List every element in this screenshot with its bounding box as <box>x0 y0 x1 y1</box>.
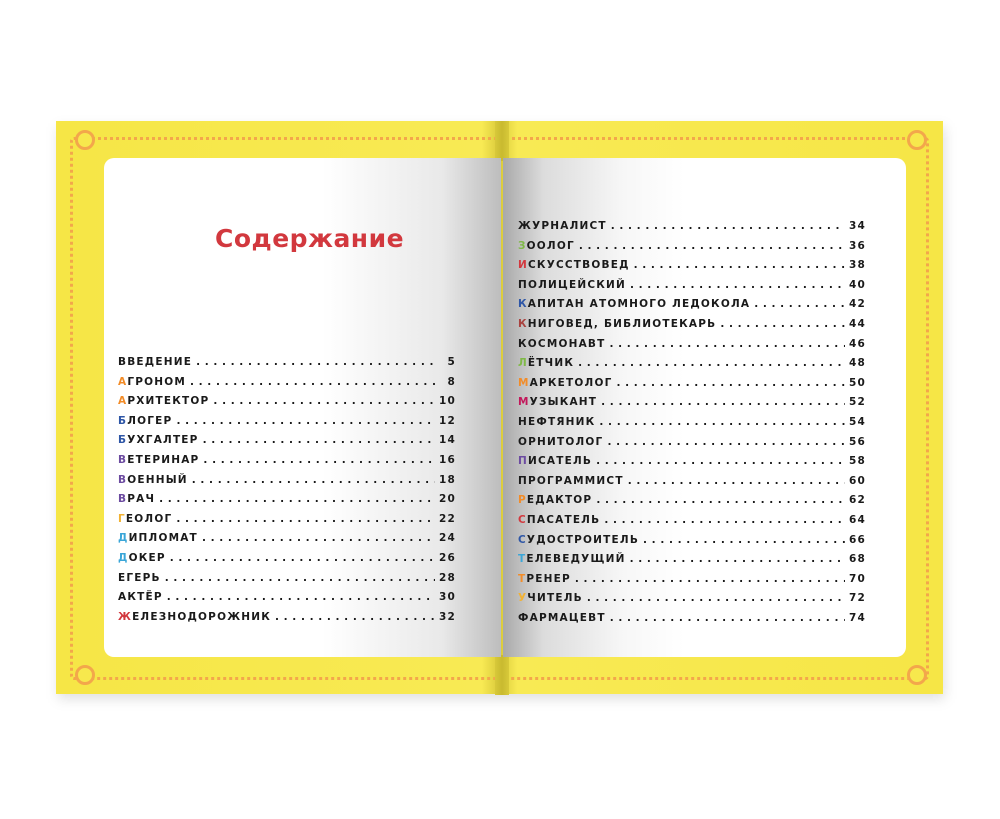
toc-entry <box>518 553 866 573</box>
toc-entry-page: 26 <box>438 551 456 564</box>
toc-entry-page: 54 <box>848 415 866 428</box>
toc-entry-page: 52 <box>848 396 866 409</box>
toc-entry-title: СКУССТВОВЕД <box>528 259 630 272</box>
toc-entry <box>518 494 866 514</box>
toc-entry-initial: Ж <box>518 220 533 232</box>
toc-entry <box>518 318 866 338</box>
toc-entry-initial: Н <box>518 415 528 428</box>
toc-entry-initial: О <box>518 435 529 448</box>
toc-entry-initial: Т <box>518 553 527 566</box>
toc-leader-dots <box>630 553 845 565</box>
toc-entry <box>518 338 866 358</box>
toc-entry <box>118 434 456 454</box>
toc-entry-initial: У <box>518 592 528 605</box>
toc-entry-page: 62 <box>848 494 866 507</box>
toc-entry-title: ГРОНОМ <box>127 375 187 388</box>
toc-entry-page: 58 <box>848 455 866 468</box>
toc-entry-page: 44 <box>848 317 866 330</box>
toc-entry-title: НИГОВЕД, БИБЛИОТЕКАРЬ <box>527 317 717 330</box>
toc-entry <box>518 514 866 534</box>
toc-entry-title: РНИТОЛОГ <box>528 435 604 448</box>
toc-leader-dots <box>628 475 845 487</box>
toc-entry-initial: Б <box>118 414 128 427</box>
toc-entry-page: 10 <box>438 395 456 408</box>
toc-entry-title: РЕНЕР <box>526 572 571 585</box>
toc-entry-initial: К <box>518 337 528 350</box>
toc-entry-page: 74 <box>848 611 866 624</box>
toc-entry-title: ОСМОНАВТ <box>527 337 606 350</box>
toc-entry-page: 14 <box>438 434 456 447</box>
toc-entry <box>518 416 866 436</box>
toc-leader-dots <box>203 454 435 466</box>
toc-leader-dots <box>596 455 845 467</box>
toc-entry <box>518 534 866 554</box>
toc-entry <box>518 220 866 240</box>
toc-entry <box>118 532 456 552</box>
toc-entry-page: 36 <box>848 239 866 252</box>
toc-entry-page: 48 <box>848 357 866 370</box>
toc-left-list <box>118 356 456 630</box>
toc-entry-title: УРНАЛИСТ <box>532 220 607 232</box>
toc-entry-title: УЗЫКАНТ <box>529 396 598 409</box>
toc-entry-page: 24 <box>438 532 456 545</box>
toc-entry-initial: А <box>118 591 128 604</box>
toc-entry <box>118 591 456 611</box>
toc-entry <box>118 474 456 494</box>
page-title: Содержание <box>215 224 405 253</box>
toc-leader-dots <box>176 513 435 525</box>
toc-entry <box>518 298 866 318</box>
toc-entry-title: РОГРАММИСТ <box>528 474 624 487</box>
toc-entry-initial: З <box>518 239 527 252</box>
toc-entry <box>118 552 456 572</box>
toc-leader-dots <box>604 514 845 526</box>
toc-entry-initial: Д <box>118 532 129 545</box>
toc-entry-page: 60 <box>848 474 866 487</box>
toc-leader-dots <box>579 240 845 252</box>
toc-leader-dots <box>607 436 845 448</box>
toc-leader-dots <box>213 395 435 407</box>
toc-entry-page: 50 <box>848 376 866 389</box>
corner-ring-top-left <box>75 130 95 150</box>
toc-leader-dots <box>170 552 435 564</box>
toc-entry-title: ИСАТЕЛЬ <box>528 455 593 468</box>
toc-entry-title: ВЕДЕНИЕ <box>127 356 193 368</box>
toc-entry <box>518 259 866 279</box>
toc-leader-dots <box>596 494 845 506</box>
toc-entry <box>518 279 866 299</box>
toc-entry-initial: К <box>518 298 528 311</box>
toc-entry-title: ОЕННЫЙ <box>127 473 188 486</box>
toc-entry-initial: Е <box>118 571 127 584</box>
toc-leader-dots <box>202 532 435 544</box>
toc-leader-dots <box>192 474 435 486</box>
toc-entry-title: ОЛИЦЕЙСКИЙ <box>528 278 626 291</box>
toc-entry <box>118 376 456 396</box>
toc-entry <box>518 612 866 632</box>
corner-ring-bottom-left <box>75 665 95 685</box>
toc-entry-title: ЕТЕРИНАР <box>127 453 200 466</box>
toc-entry-title: РХИТЕКТОР <box>127 395 210 408</box>
toc-entry-page: 16 <box>438 453 456 466</box>
toc-leader-dots <box>176 415 435 427</box>
toc-leader-dots <box>611 220 845 232</box>
toc-entry-initial: П <box>518 474 528 487</box>
toc-entry-initial: П <box>518 455 528 468</box>
toc-entry-initial: К <box>518 317 528 330</box>
toc-entry-initial: В <box>118 493 128 506</box>
toc-entry-initial: Г <box>118 512 126 525</box>
toc-entry-initial: С <box>518 533 527 546</box>
toc-leader-dots <box>587 592 845 604</box>
toc-entry-initial: А <box>118 395 128 408</box>
toc-entry-title: ЁТЧИК <box>527 357 575 370</box>
toc-leader-dots <box>601 396 845 408</box>
corner-ring-bottom-right <box>907 665 927 685</box>
toc-entry-page: 70 <box>848 572 866 585</box>
toc-entry <box>518 377 866 397</box>
toc-entry-title: ЛОГЕР <box>127 414 173 427</box>
toc-entry <box>118 572 456 592</box>
toc-leader-dots <box>616 377 845 389</box>
toc-entry-title: ЕДАКТОР <box>526 494 593 507</box>
toc-entry <box>518 475 866 495</box>
toc-entry-initial: М <box>518 396 530 409</box>
toc-leader-dots <box>720 318 845 330</box>
toc-entry <box>118 611 456 631</box>
toc-entry-title: УДОСТРОИТЕЛЬ <box>526 533 640 546</box>
toc-leader-dots <box>165 572 435 584</box>
toc-leader-dots <box>578 357 845 369</box>
toc-entry-title: ЕЛЕЗНОДОРОЖНИК <box>132 610 272 623</box>
toc-entry <box>518 573 866 593</box>
toc-entry-page: 68 <box>848 553 866 566</box>
toc-leader-dots <box>610 612 845 624</box>
toc-entry <box>518 455 866 475</box>
toc-entry-initial: С <box>518 513 527 526</box>
toc-entry-page: 56 <box>848 435 866 448</box>
toc-entry-page: 66 <box>848 533 866 546</box>
toc-entry-initial: А <box>118 375 128 388</box>
toc-entry-initial: В <box>118 473 128 486</box>
toc-entry-title: АПИТАН АТОМНОГО ЛЕДОКОЛА <box>527 298 751 311</box>
toc-entry-initial: В <box>118 356 128 368</box>
toc-entry-page: 30 <box>438 591 456 604</box>
toc-entry-title: ЕОЛОГ <box>125 512 173 525</box>
toc-entry-title: АРМАЦЕВТ <box>529 611 606 624</box>
toc-entry-title: ГЕРЬ <box>126 571 161 584</box>
toc-entry-page: 20 <box>438 493 456 506</box>
toc-leader-dots <box>159 493 435 505</box>
toc-leader-dots <box>609 338 845 350</box>
toc-entry <box>118 493 456 513</box>
toc-entry-initial: Б <box>118 434 128 447</box>
toc-entry-initial: Л <box>518 357 528 370</box>
toc-entry-title: РАЧ <box>127 493 156 506</box>
toc-entry <box>118 415 456 435</box>
toc-entry-title: АРКЕТОЛОГ <box>529 376 613 389</box>
toc-entry <box>118 513 456 533</box>
toc-entry-initial: Ф <box>518 611 530 624</box>
toc-entry-title: ООЛОГ <box>526 239 575 252</box>
toc-leader-dots <box>275 611 435 623</box>
toc-entry <box>518 592 866 612</box>
toc-leader-dots <box>599 416 845 428</box>
toc-entry-page: 8 <box>447 375 456 388</box>
toc-entry-page: 40 <box>848 278 866 291</box>
toc-entry-initial: Р <box>518 494 527 507</box>
toc-entry-initial: И <box>518 259 528 272</box>
toc-entry-initial: Т <box>518 572 527 585</box>
toc-leader-dots <box>634 259 845 271</box>
toc-entry-title: ОКЕР <box>128 551 166 564</box>
toc-leader-dots <box>643 534 845 546</box>
toc-entry-page: 18 <box>438 473 456 486</box>
toc-entry-page: 28 <box>438 571 456 584</box>
toc-leader-dots <box>754 298 845 310</box>
toc-leader-dots <box>190 376 438 388</box>
spine-bottom <box>495 655 509 695</box>
toc-entry-page: 12 <box>438 414 456 427</box>
toc-entry-page: 34 <box>848 220 866 232</box>
toc-entry <box>118 454 456 474</box>
toc-entry-title: ЕФТЯНИК <box>528 415 596 428</box>
toc-leader-dots <box>203 434 435 446</box>
toc-entry <box>118 356 456 376</box>
corner-ring-top-right <box>907 130 927 150</box>
toc-entry-title: ПАСАТЕЛЬ <box>526 513 601 526</box>
toc-entry-page: 5 <box>447 356 456 368</box>
toc-leader-dots <box>167 591 435 603</box>
toc-entry-page: 32 <box>438 610 456 623</box>
toc-entry <box>518 396 866 416</box>
toc-entry-page: 46 <box>848 337 866 350</box>
toc-entry-title: УХГАЛТЕР <box>127 434 199 447</box>
spine-top <box>495 121 509 161</box>
toc-entry-page: 64 <box>848 513 866 526</box>
toc-entry <box>518 240 866 260</box>
toc-entry-page: 38 <box>848 259 866 272</box>
toc-entry <box>118 395 456 415</box>
toc-entry-initial: М <box>518 376 530 389</box>
toc-entry-page: 72 <box>848 592 866 605</box>
toc-entry-initial: Д <box>118 551 129 564</box>
toc-entry-page: 42 <box>848 298 866 311</box>
toc-leader-dots <box>196 356 438 368</box>
toc-leader-dots <box>630 279 845 291</box>
toc-entry-page: 22 <box>438 512 456 525</box>
toc-entry-initial: П <box>518 278 528 291</box>
toc-entry <box>518 357 866 377</box>
toc-entry <box>518 436 866 456</box>
toc-entry-initial: Ж <box>118 610 133 623</box>
toc-entry-title: КТЁР <box>127 591 163 604</box>
toc-leader-dots <box>575 573 845 585</box>
toc-entry-title: ЕЛЕВЕДУЩИЙ <box>526 553 626 566</box>
toc-entry-initial: В <box>118 453 128 466</box>
toc-right-list <box>518 220 866 631</box>
toc-entry-title: ЧИТЕЛЬ <box>527 592 583 605</box>
toc-entry-title: ИПЛОМАТ <box>128 532 198 545</box>
